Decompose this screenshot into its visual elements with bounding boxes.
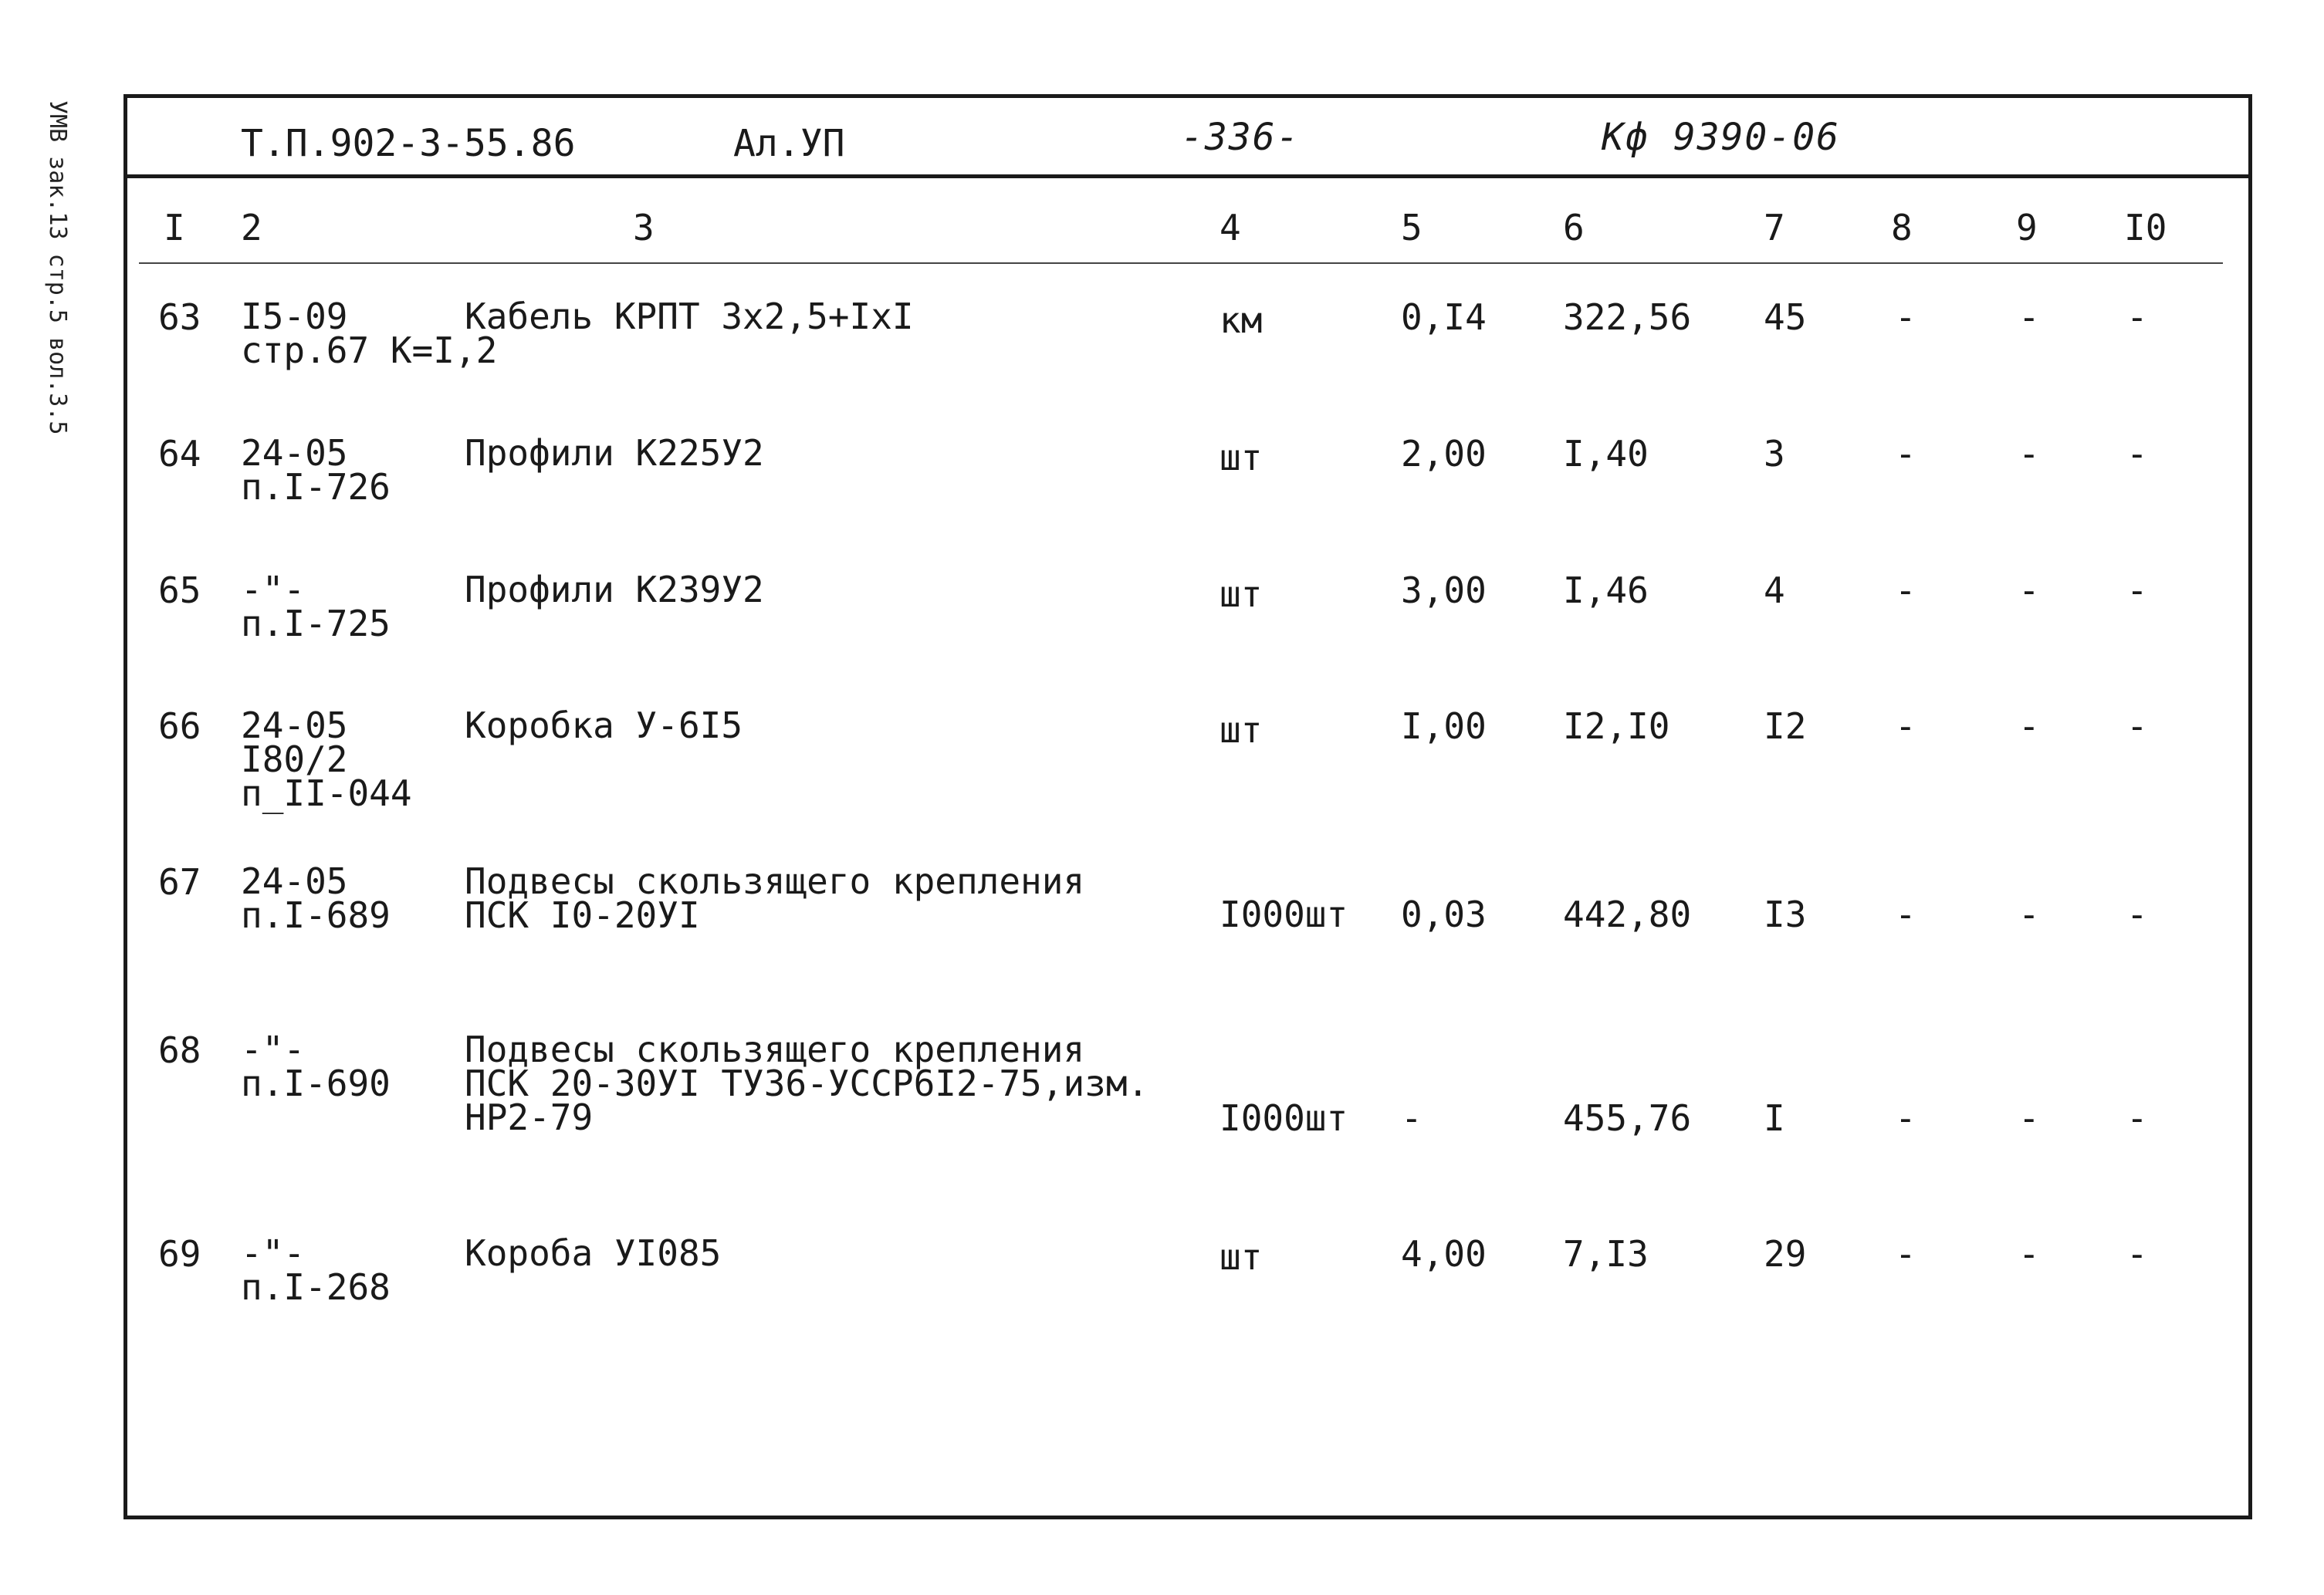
row-unit: I000шт — [1220, 1097, 1348, 1139]
column-number: I0 — [2124, 207, 2167, 248]
row-col8: - — [1895, 296, 1916, 338]
row-price: I2,I0 — [1563, 705, 1670, 747]
row-total: 4 — [1764, 569, 1785, 611]
album-label: Ал.УП — [733, 122, 845, 165]
doc-code: Т.П.902-3-55.86 — [241, 122, 576, 165]
row-name: Профили К225У2 — [465, 432, 764, 474]
row-col10: - — [2126, 569, 2148, 611]
reference-code: Кф 9390-06 — [1602, 116, 1840, 159]
row-price: 442,80 — [1563, 894, 1692, 935]
row-price: 322,56 — [1563, 296, 1692, 338]
row-code: I5-09 стр.67 К=I,2 — [241, 296, 498, 371]
header-divider — [123, 174, 2252, 178]
row-col8: - — [1895, 1233, 1916, 1275]
side-margin-note: УМВ зак.13 стр.5 вол.3.5 — [44, 100, 71, 435]
row-total: 3 — [1764, 433, 1785, 475]
row-number: 69 — [158, 1233, 201, 1275]
row-number: 64 — [158, 433, 201, 475]
row-unit: шт — [1220, 573, 1263, 615]
column-number: 6 — [1563, 207, 1585, 248]
row-number: 66 — [158, 705, 201, 747]
row-total: I — [1764, 1097, 1785, 1139]
column-number: 5 — [1401, 207, 1422, 248]
row-unit: I000шт — [1220, 894, 1348, 935]
row-col9: - — [2018, 433, 2040, 475]
row-col8: - — [1895, 433, 1916, 475]
row-code: 24-05 I80/2 п_II-044 — [241, 705, 412, 814]
page-number: -336- — [1181, 116, 1301, 159]
row-price: 455,76 — [1563, 1097, 1692, 1139]
row-col9: - — [2018, 894, 2040, 935]
row-unit: км — [1220, 299, 1263, 341]
row-quantity: - — [1401, 1097, 1422, 1139]
row-number: 68 — [158, 1029, 201, 1071]
row-unit: шт — [1220, 437, 1263, 478]
row-col10: - — [2126, 1233, 2148, 1275]
row-col10: - — [2126, 894, 2148, 935]
row-quantity: 2,00 — [1401, 433, 1487, 475]
row-name: Кабель КРПТ 3х2,5+IxI — [465, 296, 914, 337]
row-name: Подвесы скользящего крепления ПСК I0-20УI — [465, 860, 1085, 936]
row-quantity: I,00 — [1401, 705, 1487, 747]
row-col8: - — [1895, 894, 1916, 935]
column-number: 8 — [1891, 207, 1913, 248]
column-number: 9 — [2016, 207, 2038, 248]
row-col8: - — [1895, 569, 1916, 611]
row-unit: шт — [1220, 709, 1263, 751]
row-total: I3 — [1764, 894, 1807, 935]
row-total: 29 — [1764, 1233, 1807, 1275]
column-number-divider — [139, 262, 2223, 264]
column-number: 3 — [633, 207, 655, 248]
row-col8: - — [1895, 705, 1916, 747]
row-price: I,46 — [1563, 569, 1649, 611]
row-col8: - — [1895, 1097, 1916, 1139]
row-col9: - — [2018, 1097, 2040, 1139]
row-col9: - — [2018, 296, 2040, 338]
row-quantity: 0,I4 — [1401, 296, 1487, 338]
column-number: I — [164, 207, 185, 248]
row-total: I2 — [1764, 705, 1807, 747]
row-col9: - — [2018, 705, 2040, 747]
row-code: -"- п.I-725 — [241, 569, 391, 644]
row-col9: - — [2018, 1233, 2040, 1275]
row-col9: - — [2018, 569, 2040, 611]
row-quantity: 4,00 — [1401, 1233, 1487, 1275]
row-col10: - — [2126, 1097, 2148, 1139]
row-name: Подвесы скользящего крепления ПСК 20-30УI ТУ36-УССР6I2-75,изм. НР2-79 — [465, 1029, 1149, 1138]
row-name: Короба УI085 — [465, 1232, 722, 1274]
row-quantity: 3,00 — [1401, 569, 1487, 611]
row-code: -"- п.I-690 — [241, 1029, 391, 1104]
row-code: 24-05 п.I-726 — [241, 432, 391, 508]
row-unit: шт — [1220, 1236, 1263, 1278]
row-col10: - — [2126, 705, 2148, 747]
column-number: 7 — [1764, 207, 1785, 248]
row-name: Коробка У-6I5 — [465, 705, 743, 746]
row-number: 65 — [158, 569, 201, 611]
row-code: -"- п.I-268 — [241, 1232, 391, 1308]
row-price: I,40 — [1563, 433, 1649, 475]
column-number: 2 — [241, 207, 262, 248]
row-col10: - — [2126, 296, 2148, 338]
column-number: 4 — [1220, 207, 1241, 248]
row-number: 67 — [158, 861, 201, 903]
row-col10: - — [2126, 433, 2148, 475]
row-name: Профили К239У2 — [465, 569, 764, 610]
row-number: 63 — [158, 296, 201, 338]
row-quantity: 0,03 — [1401, 894, 1487, 935]
row-code: 24-05 п.I-689 — [241, 860, 391, 936]
row-total: 45 — [1764, 296, 1807, 338]
row-price: 7,I3 — [1563, 1233, 1649, 1275]
